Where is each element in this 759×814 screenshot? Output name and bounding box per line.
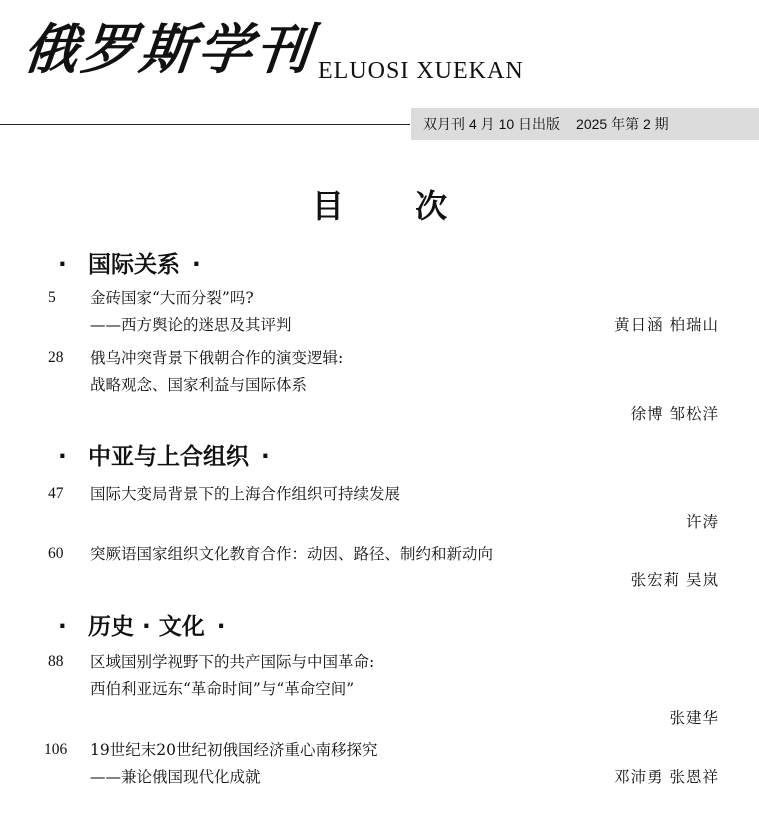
article-title: 突厥语国家组织文化教育合作：动因、路径、制约和新动向 [90, 545, 494, 563]
contents-title: 目 次 [311, 187, 478, 225]
article-authors: 张宏莉 吴岚 [630, 571, 719, 589]
article-authors: 徐博 邹松洋 [630, 405, 719, 423]
section-bullet: · [58, 614, 67, 640]
publication-frequency: 双月刊 [423, 116, 465, 132]
article-title: 俄乌冲突背景下俄朝合作的演变逻辑: [90, 349, 344, 367]
article-title: 19世纪末20世纪初俄国经济重心南移探究 [90, 741, 378, 759]
page-number: 60 [48, 545, 64, 562]
section-bullet: · [58, 252, 67, 278]
article-subtitle: ——西方舆论的迷思及其评判 [90, 316, 292, 334]
article-subtitle: ——兼论俄国现代化成就 [90, 768, 261, 786]
header-rule [0, 124, 410, 125]
journal-latin-name: ELUOSI XUEKAN [318, 58, 524, 84]
article-authors: 张建华 [669, 709, 719, 727]
issue-info-bar [411, 108, 759, 140]
section-bullet: · [192, 252, 201, 278]
article-title: 金砖国家“大而分裂”吗? [90, 289, 254, 307]
article-subtitle: 西伯利亚远东“革命时间”与“革命空间” [90, 680, 355, 698]
masthead [0, 0, 759, 150]
section-title: 中亚与上合组织 [88, 444, 249, 470]
section-bullet: · [261, 444, 270, 470]
publication-date: 4 月 10 日出版 [469, 116, 561, 132]
page-number: 5 [48, 289, 56, 306]
article-authors: 黄日涵 柏瑞山 [614, 316, 719, 334]
page-number: 88 [48, 653, 64, 670]
section-heading [58, 250, 201, 280]
section-bullet: · [58, 444, 67, 470]
section-heading [58, 612, 226, 642]
article-subtitle: 战略观念、国家利益与国际体系 [90, 376, 308, 394]
page-number: 47 [48, 485, 64, 502]
article-authors: 邓沛勇 张恩祥 [614, 768, 719, 786]
section-title: 国际关系 [88, 252, 180, 278]
article-title: 国际大变局背景下的上海合作组织可持续发展 [90, 485, 401, 503]
issue-number: 2025 年第 2 期 [576, 116, 669, 132]
page-number: 106 [44, 741, 68, 758]
journal-logo: 俄罗斯学刊 [20, 17, 318, 81]
article-authors: 许涛 [685, 513, 719, 531]
section-bullet: · [216, 614, 226, 640]
section-heading [58, 442, 270, 472]
article-title: 区域国别学视野下的共产国际与中国革命: [90, 653, 375, 671]
page-number: 28 [48, 349, 64, 366]
section-title: 历史 · 文化 [88, 614, 205, 640]
